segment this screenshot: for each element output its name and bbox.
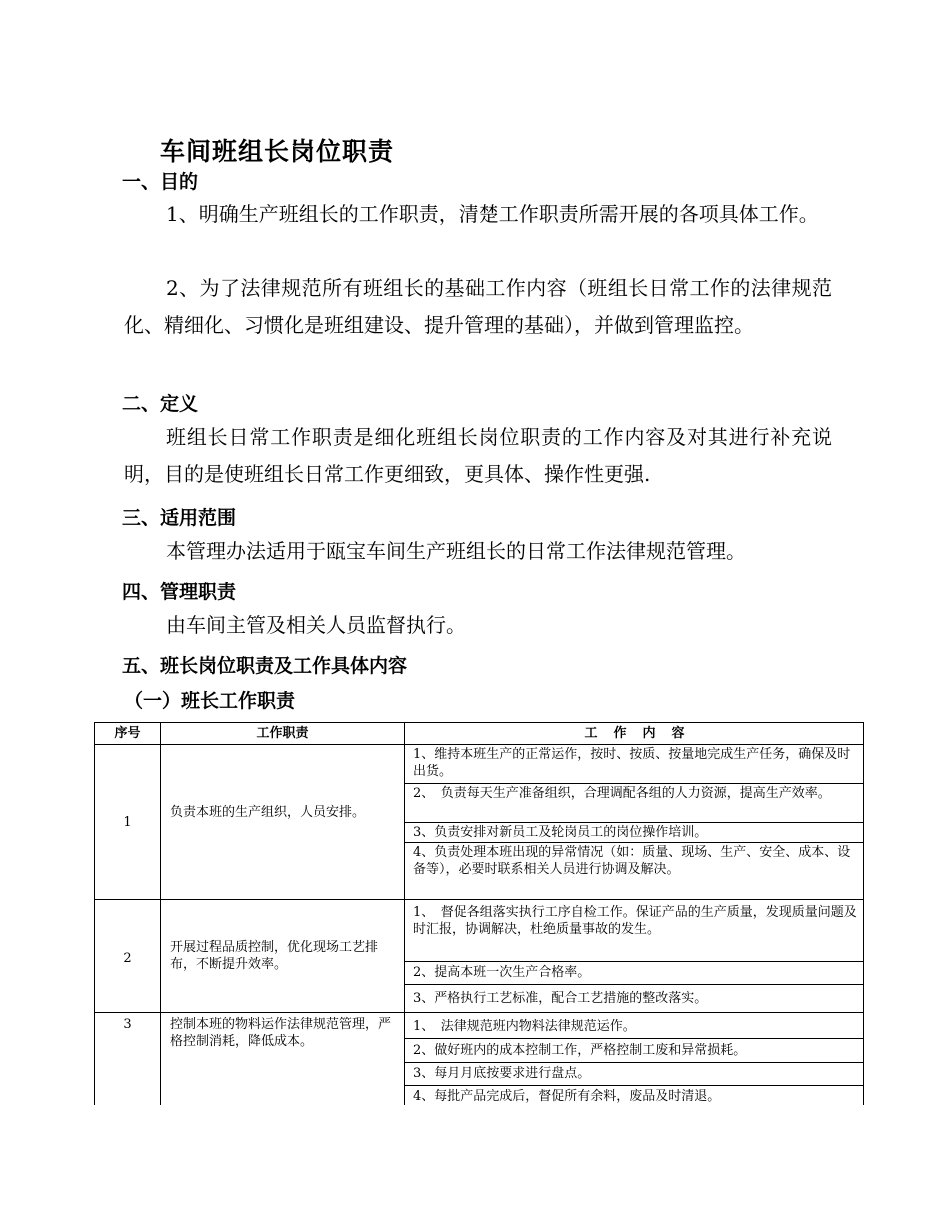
section-heading-definition: 二、定义	[122, 393, 199, 415]
responsibility-paragraph: 由车间主管及相关人员监督执行。	[166, 613, 466, 637]
page-title: 车间班组长岗位职责	[160, 137, 395, 166]
table-border-right	[863, 722, 864, 1105]
row3-item-2: 2、做好班内的成本控制工作，严格控制工废和异常损耗。	[413, 1043, 747, 1058]
row3-item-rule-2	[404, 1062, 864, 1063]
row1-item-rule-3	[404, 842, 864, 843]
row2-item-3: 3、严格执行工艺标准，配合工艺措施的整改落实。	[413, 991, 708, 1006]
scope-paragraph: 本管理办法适用于瓯宝车间生产班组长的日常工作法律规范管理。	[166, 539, 746, 563]
row1-item-rule-2	[404, 822, 864, 823]
row3-item-4: 4、每批产品完成后，督促所有余料，废品及时清退。	[413, 1089, 721, 1104]
row1-number: 1	[123, 815, 132, 830]
row1-item-rule-1	[404, 783, 864, 784]
definition-paragraph: 班组长日常工作职责是细化班组长岗位职责的工作内容及对其进行补充说明，目的是使班组长日常工作更细致，更具体、操作性更强.	[124, 425, 832, 486]
purpose-paragraph-1: 1、明确生产班组长的工作职责，清楚工作职责所需开展的各项具体工作。	[166, 202, 819, 226]
header-number: 序号	[114, 726, 141, 741]
row1-item-2: 2、 负责每天生产准备组织，合理调配各组的人力资源，提高生产效率。	[413, 786, 831, 801]
row3-item-1: 1、 法律规范班内物料法律规范运作。	[413, 1019, 636, 1034]
row2-item-rule-1	[404, 961, 864, 962]
table-border-left	[94, 722, 95, 1105]
table-header-rule	[94, 744, 864, 745]
subsection-heading-team-leader: （一）班长工作职责	[124, 690, 296, 712]
row3-duty: 控制本班的物料运作法律规范管理，严格控制消耗，降低成本。	[170, 1017, 392, 1049]
row2-item-2: 2、提高本班一次生产合格率。	[413, 965, 591, 980]
table-divider-col1	[160, 722, 161, 1105]
row3-number: 3	[123, 1017, 132, 1032]
row2-item-rule-2	[404, 984, 864, 985]
row2-duty: 开展过程品质控制，优化现场工艺排布，不断提升效率。	[170, 940, 379, 972]
header-duty: 工作职责	[256, 726, 309, 741]
row1-item-3: 3、负责安排对新员工及轮岗员工的岗位操作培训。	[413, 825, 708, 840]
row3-item-rule-1	[404, 1038, 864, 1039]
duties-table	[94, 722, 864, 1105]
row1-item-1: 1、维持本班生产的正常运作，按时、按质、按量地完成生产任务，确保及时出货。	[413, 747, 851, 779]
table-row1-bottom	[94, 899, 864, 900]
section-heading-scope: 三、适用范围	[122, 507, 237, 529]
header-content: 工作内容	[584, 726, 701, 741]
section-heading-responsibility: 四、管理职责	[122, 581, 237, 603]
row2-item-1: 1、 督促各组落实执行工序自检工作。保证产品的生产质量，发现质量问题及时汇报，协调解决，杜绝质量事故的发生。	[413, 905, 857, 937]
table-row2-bottom	[94, 1012, 864, 1013]
table-border-top	[94, 722, 864, 723]
section-heading-duties: 五、班长岗位职责及工作具体内容	[122, 655, 408, 677]
table-divider-col2	[404, 722, 405, 1105]
purpose-paragraph-2: 2、为了法律规范所有班组长的基础工作内容（班组长日常工作的法律规范化、精细化、习惯化是班组建设、提升管理的基础），并做到管理监控。	[124, 276, 832, 337]
row2-number: 2	[123, 951, 132, 966]
row3-item-rule-3	[404, 1085, 864, 1086]
section-heading-purpose: 一、目的	[122, 171, 199, 193]
row1-duty: 负责本班的生产组织，人员安排。	[170, 805, 366, 820]
row3-item-3: 3、每月月底按要求进行盘点。	[413, 1066, 591, 1081]
row1-item-4: 4、负责处理本班出现的异常情况（如：质量、现场、生产、安全、成本、设备等），必要时联系相关人员进行协调及解决。	[413, 845, 851, 877]
